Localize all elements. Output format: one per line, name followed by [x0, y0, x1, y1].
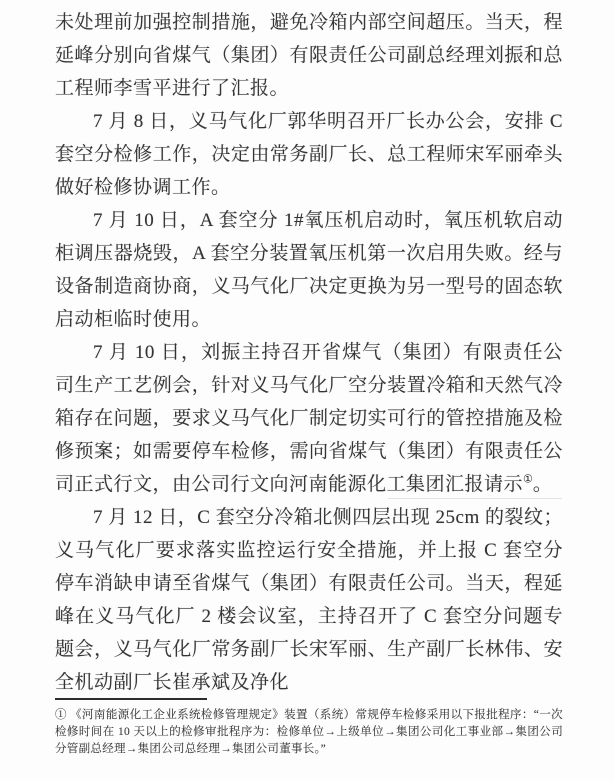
document-body	[55, 6, 563, 699]
footnote-divider	[55, 698, 207, 700]
paragraph	[55, 336, 563, 501]
footnote-body: 《河南能源化工企业系统检修管理规定》装置（系统）常规停车检修采用以下报批程序：“一次检修时间在 10 天以上的检修审批程序为：检修单位→上级单位→集团公司化工事业部→集团公司分管副总经理→集团公司总经理→集团公司董事长。”	[55, 709, 563, 755]
footnote-reference-marker: ①	[523, 473, 533, 486]
footnote-text	[55, 707, 563, 758]
footnote-marker: ①	[55, 709, 67, 721]
paragraph-continuation: 未处理前加强控制措施，避免冷箱内部空间超压。当天，程延峰分别向省煤气（集团）有限责任公司副总经理刘振和总工程师李雪平进行了汇报。	[55, 12, 563, 99]
paragraph: 7 月 10 日，A 套空分 1#氧压机启动时，氧压机软启动柜调压器烧毁，A 套空分装置氧压机第一次启用失败。经与设备制造商协商，义马气化厂决定更换为另一型号的固态软启动柜临时使用。	[55, 210, 563, 330]
paragraph-text: 7 月 10 日，刘振主持召开省煤气（集团）有限责任公司生产工艺例会，针对义马气化厂空分装置冷箱和天然气冷箱存在问题，要求义马气化厂制定切实可行的管控措施及检修预案；如需要停车检修，需向省煤气（集团）有限责任公司正式行文，由公司行文向河南能源化工集团汇报请示	[55, 342, 563, 495]
footnote-section	[55, 698, 563, 758]
scan-artifact-line	[388, 498, 562, 499]
paragraph-text: 。	[532, 474, 553, 495]
paragraph: 7 月 8 日，义马气化厂郭华明召开厂长办公会，安排 C 套空分检修工作，决定由常务副厂长、总工程师宋军丽牵头做好检修协调工作。	[55, 111, 563, 198]
paragraph: 7 月 12 日，C 套空分冷箱北侧四层出现 25cm 的裂纹；义马气化厂要求落实监控运行安全措施，并上报 C 套空分停车消缺申请至省煤气（集团）有限责任公司。当天，程延峰在义马气化厂 2 楼会议室，主持召开了 C 套空分问题专题会，义马气化厂常务副厂长宋军丽、生产副厂长林伟、安全机动副厂长崔承斌及净化	[55, 507, 563, 693]
